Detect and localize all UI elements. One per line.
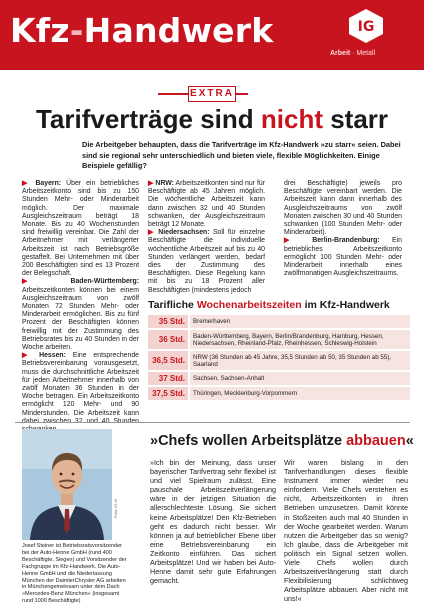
logo-tagline: Arbeit · Metall: [330, 50, 376, 57]
section-divider: [15, 422, 410, 423]
title-part-handwerk: Handwerk: [83, 11, 274, 50]
title-part-kfz: Kfz: [10, 11, 70, 50]
table-row: [148, 330, 410, 349]
region-paragraph: ▶ Berlin-Brandenburg: Ein betriebliches Arbeitszeitkonto ermöglicht 100 Stunden Mehr- oder Minderarbeit innerhalb eines zwölfmonatigen Ausgleichszeitraums.: [284, 237, 403, 278]
hours-cell: 37,5 Std.: [148, 387, 188, 400]
table-row: [148, 372, 410, 385]
regions-cell: Sachsen, Sachsen-Anhalt: [190, 372, 410, 385]
headline-highlight: nicht: [260, 104, 323, 134]
table-row: [148, 351, 410, 370]
hours-cell: 37 Std.: [148, 372, 188, 385]
regions-cell: Bremerhaven: [190, 315, 410, 328]
publication-title: [10, 11, 274, 50]
interview-headline: »Chefs wollen Arbeitsplätze abbauen«: [150, 433, 414, 449]
regions-cell: Thüringen, Mecklenburg-Vorpommern: [190, 387, 410, 400]
article-column-1: [22, 180, 139, 434]
logo-letters: IG: [357, 19, 375, 35]
extra-label: EXTRA: [188, 86, 236, 102]
interview-column-2: Wir waren bislang in den Tarifverhandlungen dieses flexible Instrument immer wieder neu einfordern. Viele Chefs verstehen es nicht, Arbeitszeitkonten in ihren Betrieben umzusetzen. Damit könnte in Stoßzeiten auch mal 40 Stunden in der Woche gearbeitet werden. Warum nutzen die Arbeitgeber das so wenig? Ich glaube, dass die Arbeitgeber mit politisch ein Signal setzen wollen. Viele Chefs wollen durch Arbeitszeitverlängerung statt durch Flexibilisierung schlichtweg Arbeitsplätze abbauen. Aber nicht mit uns!«: [284, 458, 408, 604]
table-row: [148, 387, 410, 400]
region-paragraph: ▶ Bayern: Über ein betriebliches Arbeitszeitkonto sind bis zu 150 Stunden Mehr- oder Minderarbeit möglich. Der maximale Ausgleichszeitraum beträgt 18 Monate. Bis zu 40 Wochenstunden sind freiwillig vereinbar. Die Zahl der Arbeitnehmer mit verlängerter Arbeitszeit ist nach Betriebsgröße gestaffelt. Bei Unternehmen mit über 200 Beschäftigten sind es 13 Prozent der Belegschaft.: [22, 180, 139, 278]
table-row: [148, 315, 410, 328]
hours-cell: 36 Std.: [148, 330, 188, 349]
region-paragraph: ▶ Hessen: Eine entsprechende Betriebsvereinbarung vorausgesetzt, muss die durchschnittliche Arbeitszeit für jeden Arbeitnehmer innerhalb von zwölf Monaten 36 Stunden in der Woche betragen. Ein Arbeitszeitkonto ermöglicht 120 Mehr- und 90 Minderstunden. Die Arbeitszeit kann: [22, 352, 139, 417]
portrait-illustration: [22, 429, 112, 540]
interview-column-1: »Ich bin der Meinung, dass unser bayerischer Tarifvertrag sehr flexibel ist und viel Spielraum zulässt. Eine pauschale Arbeitszeitverlängerung wäre in der jetzigen Situation die allerschlechteste Lösung. Sie sichert keine Arbeitsplätze! Den Kfz-Betrieben geht es dadurch nicht besser. Wir können ja auf betrieblicher Ebene über eine Betriebsvereinbarung ein Zeitkonto einführen. Das sichert Arbeitsplätze! Und wir haben bei Auto-Henne damit sehr gute Erfahrungen gemacht.: [150, 458, 276, 586]
region-paragraph: ▶ NRW: Arbeitszeitkonten sind nur für Beschäftigte ab 45 Jahren möglich. Die wöchentliche Arbeitszeit kann dann zwischen 32 und 40 Stunden schwanken, der Ausgleichszeitraum beträgt 12 Monate.: [148, 180, 266, 229]
hours-cell: 35 Std.: [148, 315, 188, 328]
article-column-3: [284, 180, 402, 278]
region-paragraph: ▶ Baden-Württemberg: Arbeitszeitkonten können bei einem Ausgleichszeitraum von zwölf Monaten 72 Stunden Mehr- oder Minderarbeit ermöglichen. Bis zu fünf Prozent der Beschäftigten können freiwillig mit der Zustimmung des Betriebsrates bis zu 40 Stunden in der Woche arbeiten.: [22, 278, 139, 352]
portrait-photo: [22, 429, 112, 540]
working-hours-table-title: Tarifliche Wochenarbeitszeiten im Kfz-Handwerk: [148, 299, 390, 311]
hours-cell: 36,5 Std.: [148, 351, 188, 370]
region-paragraph-continued: drei Beschäftigte) jeweils pro Beschäftigte vereinbart werden. Die Arbeitszeit kann dann innerhalb des Ausgleichszeitraums von zwölf Monaten zwischen 30 und 40 Stunden schwanken (100 Stunden Mehr- oder Minderarbeit).: [284, 180, 402, 237]
article-column-2: [148, 180, 265, 295]
headline: Tarifverträge sind nicht starr: [35, 104, 389, 134]
regions-cell: NRW (36 Stunden ab 45 Jahre, 35,5 Stunden ab 50, 35 Stunden ab 55), Saarland: [190, 351, 410, 370]
photo-caption: Josef Steiner ist Betriebsratsvorsitzender bei der Auto-Henne GmbH (rund 400 Beschäftigte, Siegen) und Vorsitzender der Fachgruppe im Kfz-Handwerk. Die Auto-Henne GmbH und die Niederlassung München der DaimlerChrysler AG arbeiten in Münchengemeinsam unter dem Dach »Mercedes-Benz München« (insgesamt rund 1000 Beschäftigte): [22, 543, 127, 605]
title-dash: -: [69, 11, 84, 50]
regions-cell: Baden-Württemberg, Bayern, Berlin/Brandenburg, Hamburg, Hessen, Niedersachsen, Rheinland-Pfalz, Rheinhessen, Schleswig-Holstein: [190, 330, 410, 349]
photo-credit: Foto: IG M: [113, 499, 118, 518]
lead-paragraph: Die Arbeitgeber behaupten, dass die Tarifverträge im Kfz-Handwerk »zu starr« seien. Dabei sind sie regional sehr unterschiedlich und bieten viele, flexible Möglichkeiten. Einige Beispiele gefällig?: [82, 140, 401, 170]
ig-metall-logo-icon: [346, 8, 386, 44]
region-paragraph: ▶ Niedersachsen: Soll für einzelne Beschäftigte die individuelle wöchentliche Arbeitszeit auf bis zu 40 Stunden verlängert werden, bedarf dies der Zustimmung des Beschäftigten. Diese Regelung kann mit bis zu 18 Prozent aller Beschäftigten (mindestens jedoch: [148, 229, 265, 294]
